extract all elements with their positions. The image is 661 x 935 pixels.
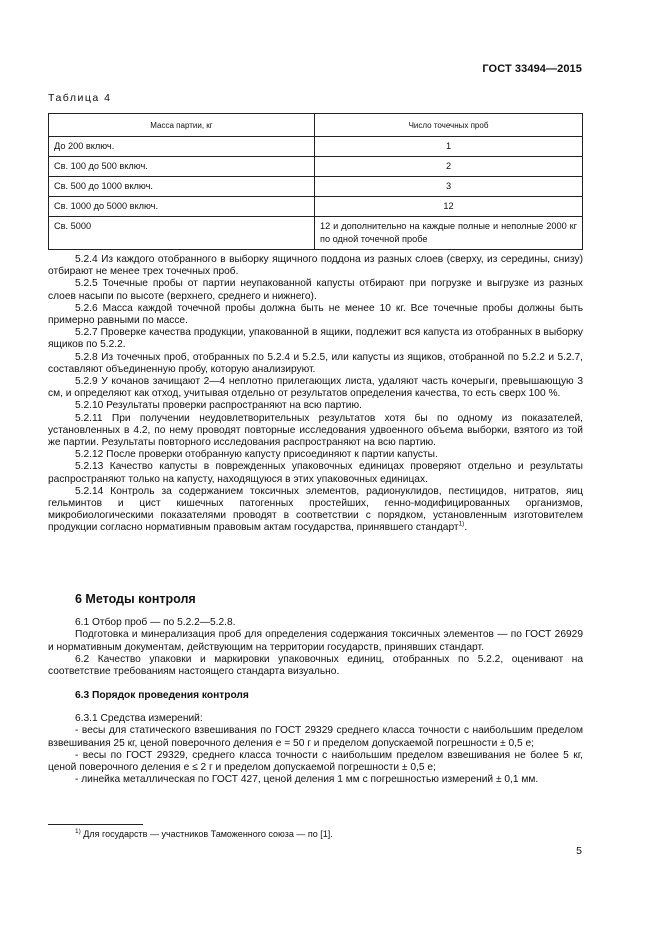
paragraph: 5.2.12 После проверки отобранную капусту присоединяют к партии капусты. [75,449,438,461]
paragraph: 6.2 Качество упаковки и маркировки упаковочных единиц, отобранных по 5.2.2, оценивают на соответствие требованиям настоящего стандарта визуально. [48,653,583,678]
paragraph: 5.2.5 Точечные пробы от партии неупакованной капусты отбирают при погрузке и выгрузке из разных слоев насыпи по высоте (верхнего, среднего и нижнего). [48,278,583,302]
table-cell: Св. 5000 [49,217,315,250]
table-row [49,197,583,217]
paragraph-text: 5.2.14 Контроль за содержанием токсичных элементов, радионуклидов, пестицидов, нитратов, яиц гельминтов и цист кишечных патогенных простейших, генно-модифицированных организмов, микробиологическими показателями проводят в соответствии с порядком, установленным изготовителем продукции согласно нормативным правовым актам государства, принявшего стандарт [48,485,583,534]
table-row [49,177,583,197]
section5-body [48,254,583,535]
table-row [49,157,583,177]
subsection-heading: 6.3 Порядок проведения контроля [75,690,249,701]
footnote-reference: 1) [458,521,465,529]
section-heading: 6 Методы контроля [75,592,196,606]
footnote-mark: 1) [75,828,81,835]
table-cell: 2 [315,157,583,177]
footnote-text: Для государств — участников Таможенного союза — по [1]. [80,829,333,839]
page-number: 5 [576,845,582,857]
table-cell: Св. 500 до 1000 включ. [49,177,315,197]
paragraph: 5.2.11 При получении неудовлетворительных результатов хотя бы по одному из показателей, установленных в 4.2, по нему проводят повторные исследования удвоенного объема выборки, взятого из той же партии. Результаты повторного исследования распространяют на всю партию. [48,412,583,449]
table-row [49,137,583,157]
table-row [49,217,583,250]
paragraph: 5.2.4 Из каждого отобранного в выборку ящичного поддона из разных слоев (сверху, из середины, снизу) отбирают не менее трех точечных проб. [48,254,583,278]
list-item: - весы по ГОСТ 29329, среднего класса точности с наибольшим пределом взвешивания не более 5 кг, ценой поверочного деления е ≤ 2 г и пределом допускаемой погрешности ± 0,5 е; [48,749,583,774]
paragraph: 5.2.13 Качество капусты в поврежденных упаковочных единицах проверяют отдельно и результаты распространяют только на капусту, находящуюся в этих упаковочных единицах. [48,461,583,485]
table-header-cell: Число точечных проб [315,114,583,137]
subsection-body [48,713,583,787]
list-item: - весы для статического взвешивания по ГОСТ 29329 среднего класса точности с наибольшим пределом взвешивания 25 кг, ценой поверочного деления е = 50 г и пределом допускаемой погрешности ± 0,5 е; [48,725,583,749]
paragraph: Подготовка и минерализация проб для определения содержания токсичных элементов — по ГОСТ 26929 и нормативным документам, действующим на территории государств, принявших стандарт. [48,629,583,653]
paragraph: 6.1 Отбор проб — по 5.2.2—5.2.8. [75,617,236,628]
table-cell: Св. 100 до 500 включ. [49,157,315,177]
paragraph: 5.2.7 Проверке качества продукции, упакованной в ящики, подлежит вся капуста из отобранных в выборку ящиков по 5.2.2. [48,327,583,351]
table-header-row [49,114,583,137]
paragraph: 6.3.1 Средства измерений: [75,713,203,724]
sampling-table [48,113,583,250]
footnote [75,829,333,839]
paragraph: 5.2.8 Из точечных проб, отобранных по 5.2.4 и 5.2.5, или капусты из ящиков, отобранной по 5.2.2 и 5.2.7, составляют объединенную пробу, которую анализируют. [48,351,583,375]
paragraph: 5.2.6 Масса каждой точечной пробы должна быть не менее 10 кг. Все точечные пробы должны быть примерно равными по массе. [48,302,583,327]
table-cell: До 200 включ. [49,137,315,157]
paragraph: 5.2.14 Контроль за содержанием токсичных элементов, радионуклидов, пестицидов, нитратов, яиц гельминтов и цист кишечных патогенных простейших, генно-модифицированных организмов, микробиологическими показателями проводят в соответствии с порядком, установленным изготовителем продукции согласно нормативным правовым актам государства, принявшего стандарт$^{1)}$. [48,485,583,534]
paragraph: 5.2.9 У кочанов зачищают 2—4 неплотно прилегающих листа, удаляют часть кочерыги, превышающую 3 см, и определяют как отход, учитывая отдельно от результатов определения качества, то есть сверх 100 %. [48,376,583,400]
table-cell: 12 [315,197,583,217]
table-cell: 12 и дополнительно на каждые полные и неполные 2000 кг по одной точечной пробе [315,217,583,250]
section6-body [48,617,583,678]
document-code: ГОСТ 33494—2015 [482,63,582,75]
table-caption: Таблица 4 [48,92,112,104]
table-cell: 1 [315,137,583,157]
list-item: - линейка металлическая по ГОСТ 427, ценой деления 1 мм с погрешностью измерений ± 0,1 мм. [75,774,539,786]
paragraph: 5.2.10 Результаты проверки распространяют на всю партию. [75,400,362,412]
table-cell: Св. 1000 до 5000 включ. [49,197,315,217]
table-header-cell: Масса партии, кг [49,114,315,137]
footnote-divider [48,824,143,825]
table-cell: 3 [315,177,583,197]
